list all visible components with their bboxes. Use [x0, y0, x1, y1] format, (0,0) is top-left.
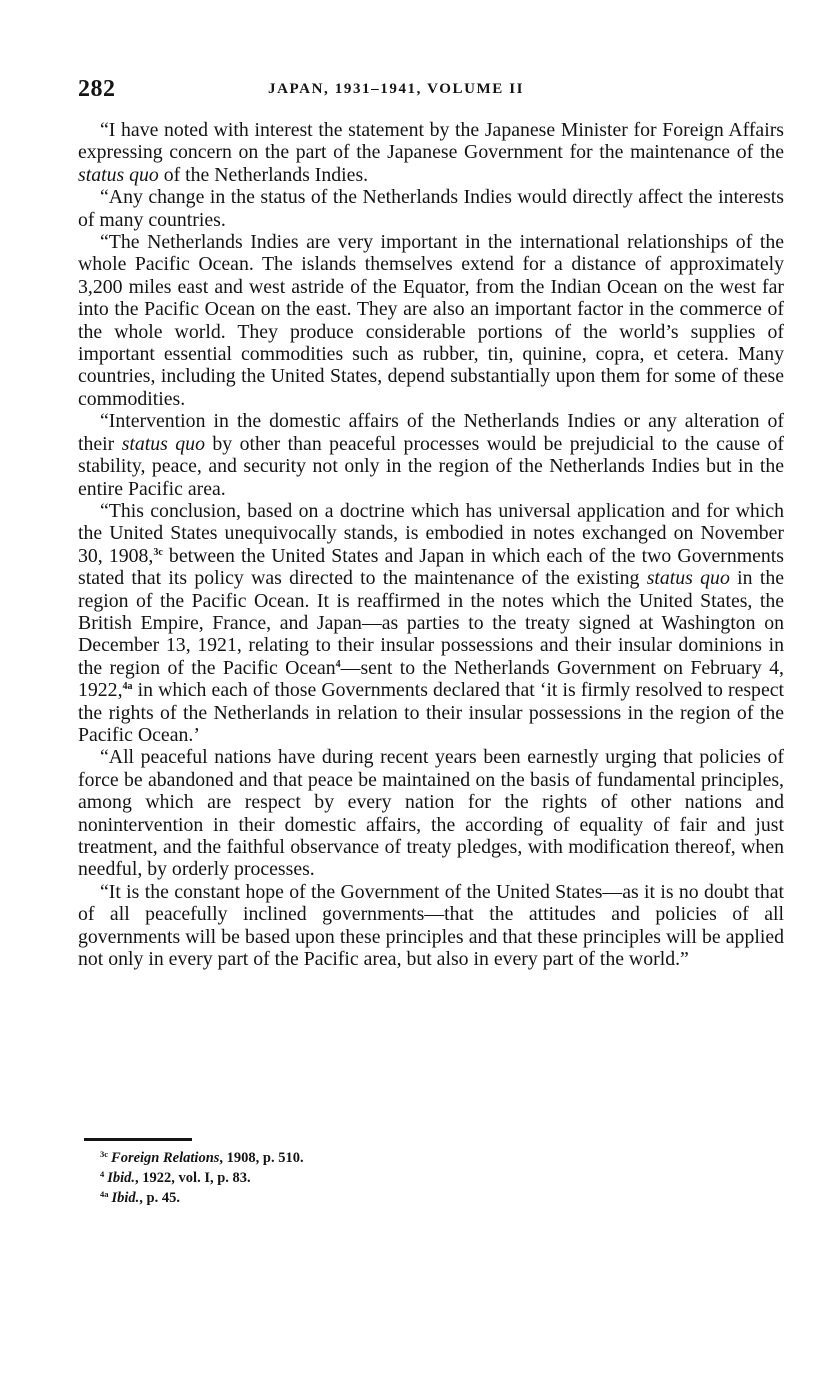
footnote: $^4$ Ibid., 1922, vol. I, p. 83.	[100, 1169, 251, 1186]
footnote-mark: 4	[100, 1169, 105, 1179]
footnote-source: Ibid.	[111, 1190, 140, 1206]
footnote-divider	[84, 1138, 192, 1141]
footnotes	[100, 1148, 700, 1208]
footnote-source: Foreign Relations	[111, 1150, 220, 1166]
body-text	[78, 119, 784, 970]
page-number: 282	[78, 76, 116, 102]
footnote-reference: 3c	[153, 546, 163, 558]
paragraph-4: “Intervention in the domestic affairs of the Netherlands Indies or any alteration of their status quo by other than peaceful processes would be prejudicial to the cause of stability, peace, and security not only in the region of the Netherlands Indies but in the entire Pacific area.	[78, 410, 785, 500]
paragraph-5: “This conclusion, based on a doctrine which has universal application and for which the United States unequivocally stands, is embodied in notes exchanged on November 30, 1908,$^{3c}$ between the United States and Japan in which each of the two Governments stated that its policy was directed to the maintenance of the existing status quo in the region of the Pacific Ocean. It is reaffirmed in the notes which the United States, the British Empire, France, and Japan—as parties to the treaty signed at Washington on December 13, 1921, relating to their insular possessions and their insular dominions in the region of the Pacific Ocean$^4$—sent to the Netherlands Government on February 4, 1922,$^{4a}$ in which each of those Governments declared that ‘it is firmly resolved to respect the rights of the Netherlands in relation to their insular possessions in the region of the Pacific Ocean.’	[78, 499, 784, 746]
footnote-mark: 3c	[100, 1149, 109, 1159]
footnote-source: Ibid.	[107, 1170, 136, 1186]
footnote: $^{3c}$ Foreign Relations, 1908, p. 510.	[100, 1149, 304, 1166]
emphasis-status-quo: status quo	[78, 163, 159, 186]
footnote: $^{4a}$ Ibid., p. 45.	[100, 1189, 180, 1206]
emphasis-status-quo: status quo	[121, 432, 205, 455]
paragraph-7: “It is the constant hope of the Government of the United States—as it is no doubt that of all peacefully inclined governments—that the attitudes and policies of all governments will be based upon these principles and that these principles will be applied not only in every part of the Pacific area, but also in every part of the world.”	[78, 880, 784, 971]
paragraph-3: “The Netherlands Indies are very important in the international relationships of the whole Pacific Ocean. The islands themselves extend for a distance of approximately 3,200 miles east and west astride of the Equator, from the Indian Ocean on the west far into the Pacific Ocean on the east. They are also an important factor in the commerce of the whole world. They produce considerable portions of the world’s supplies of important essential commodities such as rubber, tin, quinine, copra, et cetera. Many countries, including the United States, depend substantially upon them for some of these commodities.	[78, 231, 784, 410]
emphasis-status-quo: status quo	[646, 567, 730, 590]
footnote-mark: 4a	[100, 1189, 109, 1199]
running-head	[78, 76, 784, 106]
footnote-reference: 4	[335, 658, 341, 670]
running-title: JAPAN, 1931–1941, VOLUME II	[268, 81, 525, 97]
paragraph-1: “I have noted with interest the statement by the Japanese Minister for Foreign Affairs expressing concern on the part of the Japanese Government for the maintenance of the status quo of the Netherlands Indies.	[78, 119, 784, 186]
footnote-reference: 4a	[122, 681, 133, 693]
paragraph-2: “Any change in the status of the Netherlands Indies would directly affect the interests of many countries.	[78, 186, 784, 231]
paragraph-6: “All peaceful nations have during recent years been earnestly urging that policies of force be abandoned and that peace be maintained on the basis of fundamental principles, among which are respect by every nation for the rights of other nations and nonintervention in their domestic affairs, the according of equality of fair and just treatment, and the faithful observance of treaty pledges, with modification thereof, when needful, by orderly processes.	[78, 746, 784, 881]
